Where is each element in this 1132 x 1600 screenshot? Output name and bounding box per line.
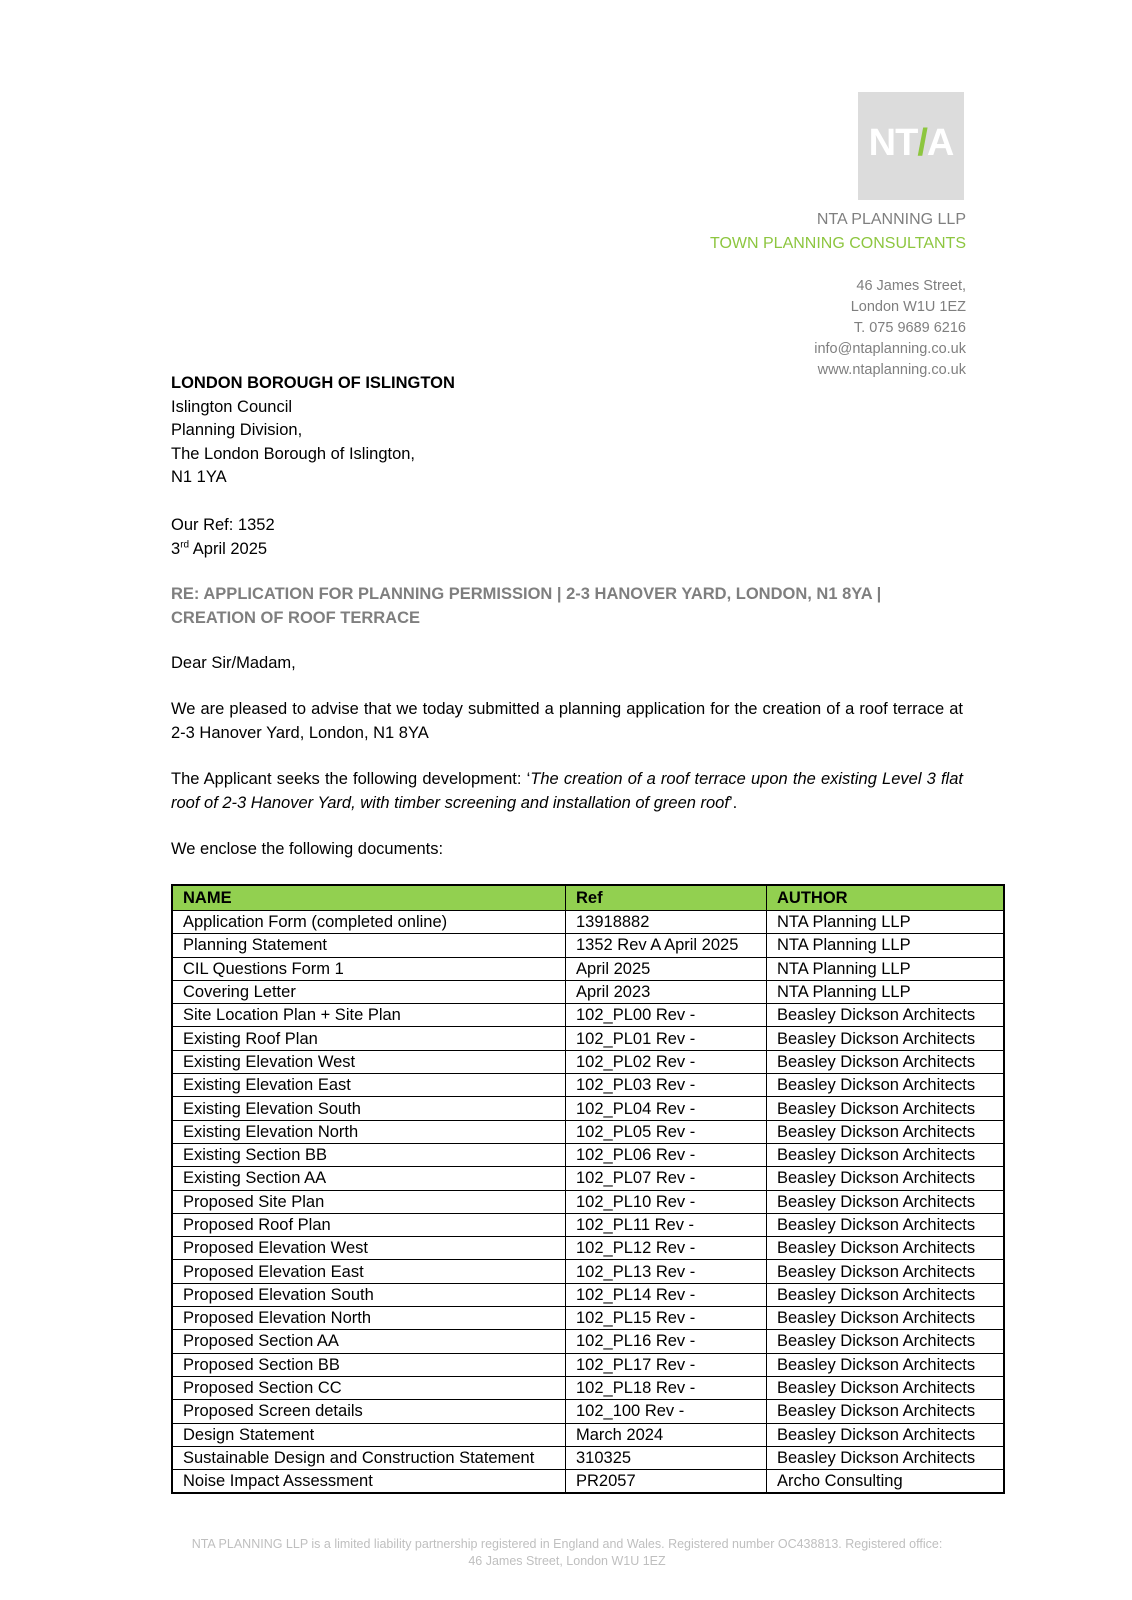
table-row [172, 957, 1004, 980]
cell-name: Design Statement [172, 1423, 566, 1446]
footer-line-2: 46 James Street, London W1U 1EZ [468, 1554, 666, 1568]
cell-ref: 102_PL16 Rev - [566, 1330, 767, 1353]
cell-name: Proposed Elevation West [172, 1237, 566, 1260]
cell-ref: 102_PL11 Rev - [566, 1213, 767, 1236]
cell-author: Beasley Dickson Architects [767, 1074, 1005, 1097]
cell-author: NTA Planning LLP [767, 911, 1005, 934]
cell-ref: April 2023 [566, 980, 767, 1003]
cell-name: Site Location Plan + Site Plan [172, 1004, 566, 1027]
cell-ref: 102_PL06 Rev - [566, 1143, 767, 1166]
cell-ref: 102_PL12 Rev - [566, 1237, 767, 1260]
cell-name: Existing Elevation East [172, 1074, 566, 1097]
address-phone: T. 075 9689 6216 [853, 320, 966, 336]
table-row [172, 1470, 1004, 1494]
cell-ref: 102_PL10 Rev - [566, 1190, 767, 1213]
letter-reference [171, 514, 275, 561]
cell-author: Beasley Dickson Architects [767, 1446, 1005, 1469]
paragraph-development: The Applicant seeks the following development: ‘The creation of a roof terrace upon the existing Level 3 flat roof of 2-3 Hanover Yard, with timber screening and installation of green roof’. [171, 770, 963, 812]
cell-name: Covering Letter [172, 980, 566, 1003]
table-row [172, 934, 1004, 957]
recipient-line-5: N1 1YA [171, 468, 227, 486]
cell-ref: 102_PL14 Rev - [566, 1283, 767, 1306]
cell-name: Noise Impact Assessment [172, 1470, 566, 1494]
cell-ref: 102_100 Rev - [566, 1400, 767, 1423]
table-row [172, 1307, 1004, 1330]
cell-ref: 102_PL07 Rev - [566, 1167, 767, 1190]
table-row [172, 1376, 1004, 1399]
table-row [172, 1330, 1004, 1353]
nta-logo-mark: NT/A [868, 122, 954, 164]
cell-name: Existing Section AA [172, 1167, 566, 1190]
letterhead-address [814, 276, 966, 381]
cell-name: Existing Elevation North [172, 1120, 566, 1143]
cell-name: Application Form (completed online) [172, 911, 566, 934]
cell-ref: 102_PL02 Rev - [566, 1050, 767, 1073]
table-row [172, 1446, 1004, 1469]
cell-author: Beasley Dickson Architects [767, 1167, 1005, 1190]
cell-author: NTA Planning LLP [767, 980, 1005, 1003]
cell-name: Proposed Elevation North [172, 1307, 566, 1330]
cell-name: Existing Section BB [172, 1143, 566, 1166]
table-row [172, 1353, 1004, 1376]
cell-ref: March 2024 [566, 1423, 767, 1446]
cell-name: Proposed Roof Plan [172, 1213, 566, 1236]
cell-author: Beasley Dickson Architects [767, 1353, 1005, 1376]
cell-author: Archo Consulting [767, 1470, 1005, 1494]
table-header-row [172, 885, 1004, 911]
cell-name: Existing Elevation West [172, 1050, 566, 1073]
cell-name: Planning Statement [172, 934, 566, 957]
salutation: Dear Sir/Madam, [171, 654, 296, 672]
table-row [172, 1143, 1004, 1166]
cell-name: Proposed Section CC [172, 1376, 566, 1399]
table-row [172, 1237, 1004, 1260]
cell-name: Proposed Site Plan [172, 1190, 566, 1213]
cell-name: Proposed Screen details [172, 1400, 566, 1423]
cell-author: NTA Planning LLP [767, 934, 1005, 957]
cell-name: Existing Elevation South [172, 1097, 566, 1120]
documents-table-body [172, 911, 1004, 1494]
paragraph-submission: We are pleased to advise that we today submitted a planning application for the creation of a roof terrace at 2-3 Hanover Yard, London, N1 8YA [171, 700, 963, 742]
cell-author: Beasley Dickson Architects [767, 1376, 1005, 1399]
table-row [172, 1190, 1004, 1213]
cell-name: Existing Roof Plan [172, 1027, 566, 1050]
firm-tagline: TOWN PLANNING CONSULTANTS [709, 235, 966, 252]
cell-author: Beasley Dickson Architects [767, 1283, 1005, 1306]
cell-author: Beasley Dickson Architects [767, 1097, 1005, 1120]
cell-name: CIL Questions Form 1 [172, 957, 566, 980]
table-row [172, 1400, 1004, 1423]
documents-table [171, 884, 1005, 1494]
cell-author: Beasley Dickson Architects [767, 1190, 1005, 1213]
table-row [172, 1120, 1004, 1143]
address-street: 46 James Street, [856, 278, 966, 294]
cell-name: Proposed Elevation South [172, 1283, 566, 1306]
table-row [172, 1260, 1004, 1283]
cell-name: Proposed Section BB [172, 1353, 566, 1376]
table-row [172, 1097, 1004, 1120]
recipient-line-2: Islington Council [171, 397, 293, 416]
table-row [172, 1213, 1004, 1236]
table-row [172, 1167, 1004, 1190]
cell-author: Beasley Dickson Architects [767, 1213, 1005, 1236]
cell-author: Beasley Dickson Architects [767, 1330, 1005, 1353]
cell-name: Sustainable Design and Construction Statement [172, 1446, 566, 1469]
footer [171, 1536, 963, 1570]
table-row [172, 1027, 1004, 1050]
table-row [172, 1074, 1004, 1097]
firm-name: NTA PLANNING LLP [816, 211, 966, 228]
header-ref: Ref [566, 885, 767, 911]
cell-ref: 102_PL05 Rev - [566, 1120, 767, 1143]
footer-line-1: NTA PLANNING LLP is a limited liability partnership registered in England and Wales. Registered number OC438813. Registered office: [191, 1537, 943, 1551]
paragraph-enclosures: We enclose the following documents: [171, 840, 444, 858]
cell-ref: 102_PL04 Rev - [566, 1097, 767, 1120]
cell-ref: 102_PL15 Rev - [566, 1307, 767, 1330]
cell-ref: 13918882 [566, 911, 767, 934]
address-web: www.ntaplanning.co.uk [817, 362, 966, 378]
recipient-line-1: LONDON BOROUGH OF ISLINGTON [171, 374, 455, 392]
cell-ref: 102_PL13 Rev - [566, 1260, 767, 1283]
address-email: info@ntaplanning.co.uk [814, 341, 966, 357]
cell-ref: 310325 [566, 1446, 767, 1469]
cell-author: NTA Planning LLP [767, 957, 1005, 980]
cell-ref: April 2025 [566, 957, 767, 980]
cell-author: Beasley Dickson Architects [767, 1050, 1005, 1073]
cell-ref: 102_PL03 Rev - [566, 1074, 767, 1097]
cell-ref: 102_PL00 Rev - [566, 1004, 767, 1027]
header-name: NAME [172, 885, 566, 911]
table-row [172, 1004, 1004, 1027]
cell-author: Beasley Dickson Architects [767, 1423, 1005, 1446]
letter-date: 3rd April 2025 [171, 539, 268, 558]
table-row [172, 911, 1004, 934]
subject-line: RE: APPLICATION FOR PLANNING PERMISSION | 2-3 HANOVER YARD, LONDON, N1 8YA | CREATION OF ROOF TERRACE [171, 585, 882, 627]
cell-author: Beasley Dickson Architects [767, 1400, 1005, 1423]
nta-logo [858, 92, 964, 200]
address-city: London W1U 1EZ [850, 299, 966, 315]
letterhead-firm [710, 208, 966, 256]
cell-name: Proposed Section AA [172, 1330, 566, 1353]
cell-author: Beasley Dickson Architects [767, 1120, 1005, 1143]
cell-author: Beasley Dickson Architects [767, 1143, 1005, 1166]
table-row [172, 1423, 1004, 1446]
cell-ref: 102_PL18 Rev - [566, 1376, 767, 1399]
cell-ref: 102_PL17 Rev - [566, 1353, 767, 1376]
cell-author: Beasley Dickson Architects [767, 1260, 1005, 1283]
recipient-address [171, 372, 455, 490]
table-row [172, 980, 1004, 1003]
cell-name: Proposed Elevation East [172, 1260, 566, 1283]
table-row [172, 1283, 1004, 1306]
cell-author: Beasley Dickson Architects [767, 1027, 1005, 1050]
cell-ref: 1352 Rev A April 2025 [566, 934, 767, 957]
our-ref: Our Ref: 1352 [171, 516, 275, 534]
cell-author: Beasley Dickson Architects [767, 1307, 1005, 1330]
cell-author: Beasley Dickson Architects [767, 1237, 1005, 1260]
cell-ref: 102_PL01 Rev - [566, 1027, 767, 1050]
table-row [172, 1050, 1004, 1073]
header-author: AUTHOR [767, 885, 1005, 911]
recipient-line-3: Planning Division, [171, 421, 303, 439]
cell-author: Beasley Dickson Architects [767, 1004, 1005, 1027]
cell-ref: PR2057 [566, 1470, 767, 1494]
recipient-line-4: The London Borough of Islington, [171, 444, 416, 463]
